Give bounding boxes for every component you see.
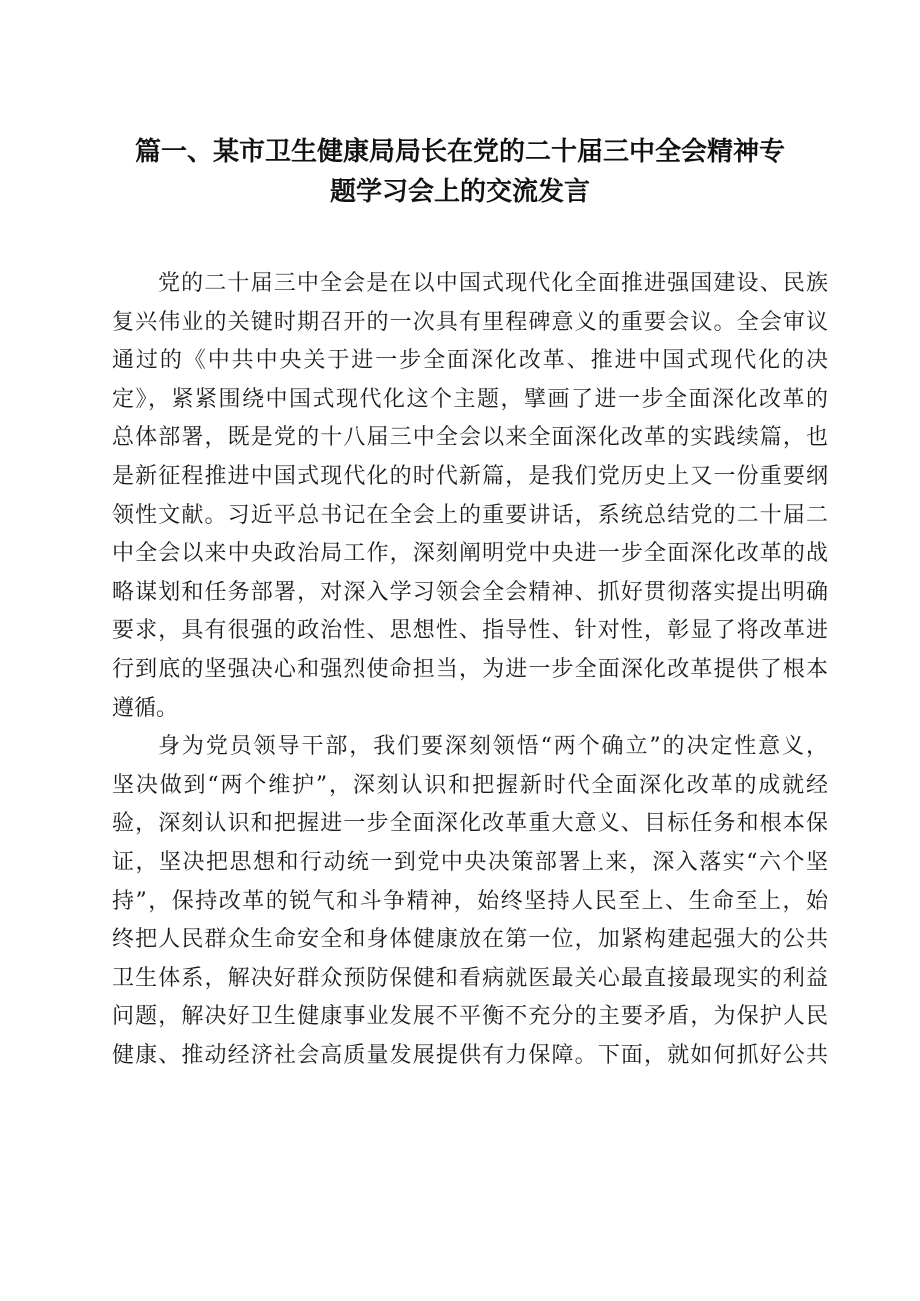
document-title-line-2: 题学习会上的交流发言: [329, 177, 590, 207]
paragraph-line: 持”，保持改革的锐气和斗争精神，始终坚持人民至上、生命至上，始: [112, 888, 828, 914]
paragraph-line: 是新征程推进中国式现代化的时代新篇，是我们党历史上又一份重要纲: [112, 463, 828, 489]
paragraph-line: 中全会以来中央政治局工作，深刻阐明党中央进一步全面深化改革的战: [112, 541, 828, 567]
paragraph-line: 问题，解决好卫生健康事业发展不平衡不充分的主要矛盾，为保护人民: [112, 1004, 828, 1030]
paragraph-line: 通过的《中共中央关于进一步全面深化改革、推进中国式现代化的决: [112, 348, 828, 374]
paragraph-line: 总体部署，既是党的十八届三中全会以来全面深化改革的实践续篇，也: [112, 425, 828, 451]
paragraph-line: 遵循。: [112, 695, 179, 721]
paragraph-line: 验，深刻认识和把握进一步全面深化改革重大意义、目标任务和根本保: [112, 811, 828, 837]
paragraph-line: 要求，具有很强的政治性、思想性、指导性、针对性，彰显了将改革进: [112, 618, 828, 644]
paragraph-line: 党的二十届三中全会是在以中国式现代化全面推进强国建设、民族: [158, 271, 828, 296]
paragraph-line: 终把人民群众生命安全和身体健康放在第一位，加紧构建起强大的公共: [112, 927, 828, 953]
paragraph-line: 领性文献。习近平总书记在全会上的重要讲话，系统总结党的二十届二: [112, 502, 828, 528]
paragraph-line: 略谋划和任务部署，对深入学习领会全会精神、抓好贯彻落实提出明确: [112, 579, 828, 605]
paragraph-line: 身为党员领导干部，我们要深刻领悟“两个确立”的决定性意义，: [158, 734, 828, 760]
paragraph-line: 证，坚决把思想和行动统一到党中央决策部署上来，深入落实“六个坚: [112, 849, 828, 875]
paragraph-line: 坚决做到“两个维护”，深刻认识和把握新时代全面深化改革的成就经: [112, 772, 828, 798]
paragraph-line: 行到底的坚强决心和强烈使命担当，为进一步全面深化改革提供了根本: [112, 656, 828, 682]
paragraph-line: 定》，紧紧围绕中国式现代化这个主题，擘画了进一步全面深化改革的: [112, 386, 828, 412]
paragraph-line: 卫生体系，解决好群众预防保健和看病就医最关心最直接最现实的利益: [112, 965, 828, 991]
paragraph-line: 复兴伟业的关键时期召开的一次具有里程碑意义的重要会议。全会审议: [112, 309, 828, 335]
paragraph-1: [112, 265, 828, 728]
document-title-line-1: 篇一、某市卫生健康局局长在党的二十届三中全会精神专: [134, 137, 785, 167]
document-body: [112, 265, 828, 1075]
paragraph-line: 健康、推动经济社会高质量发展提供有力保障。下面，就如何抓好公共: [112, 1042, 828, 1068]
paragraph-2: [112, 728, 828, 1075]
